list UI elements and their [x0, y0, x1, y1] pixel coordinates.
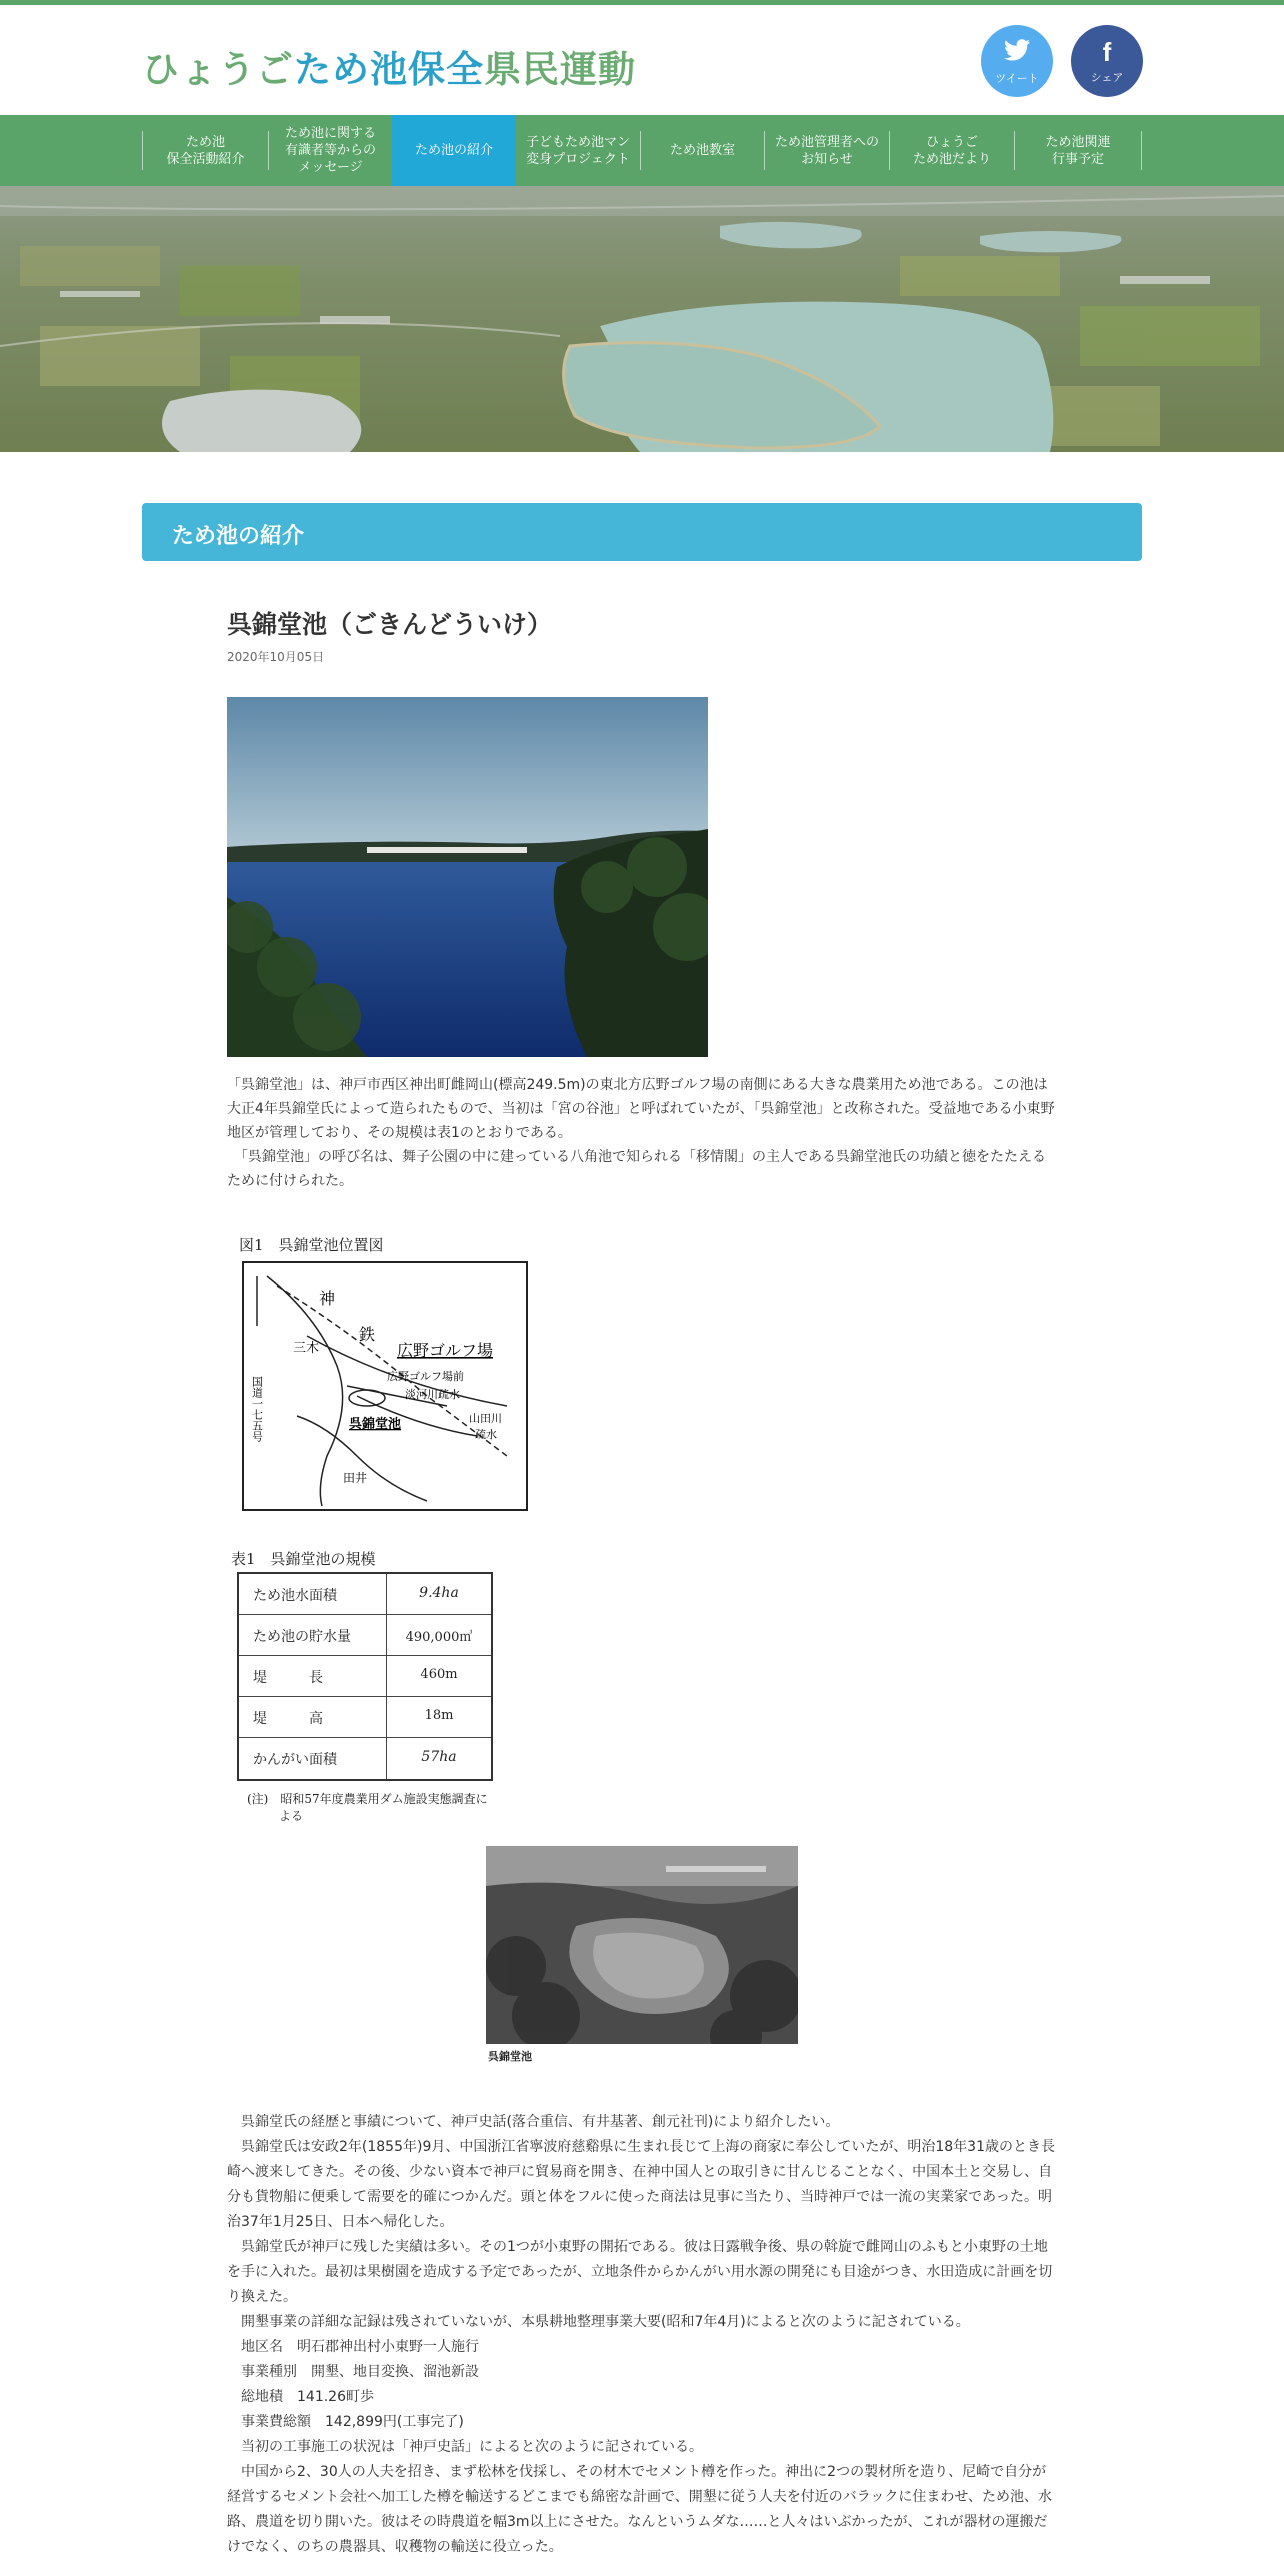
table-row [239, 1574, 491, 1615]
map-label-pond: 呉錦堂池 [349, 1417, 402, 1432]
post-date: 2020年10月05日 [227, 650, 325, 664]
map-label-miki: 三木 [293, 1341, 320, 1356]
share-label: シェア [1090, 71, 1124, 84]
body-paragraph: 総地積 141.26町歩 [227, 2389, 374, 2405]
table1-caption: 表1 呉錦堂池の規模 [231, 1550, 376, 1568]
facebook-f-icon: f [1102, 37, 1112, 67]
table1-grid [237, 1572, 493, 1781]
tweet-label: ツイート [995, 72, 1039, 85]
twitter-bird-icon [981, 39, 1053, 66]
table-cell-value: 18m [424, 1708, 454, 1723]
intro-text-1: 「呉錦堂池」は、神戸市西区神出町雌岡山(標高249.5m)の東北方広野ゴルフ場の南側にある大きな農業用ため池である。この池は大正4年呉錦堂氏によって造られたもので、当初は「宮の谷池」と呼ばれていたが、「呉錦堂池」と改称された。受益地である小東野地区が管理しており、その規模は表1のとおりである。 [227, 1077, 1055, 1141]
body-paragraph: 呉錦堂氏は安政2年(1855年)9月、中国浙江省寧波府慈谿県に生まれ長じて上海の商家に奉公していたが、明治18年31歳のとき長崎へ渡来してきた。その後、少ない資本で神戸に貿易商を開き、在神中国人との取引きに甘んじることなく、中国本土と交易し、自分も貨物船に便乗して需要を的確につかんだ。頭と体をフルに使った商法は見事に当たり、当時神戸では一流の実業家であった。明治37年1月25日、日本へ帰化した。 [227, 2139, 1055, 2230]
logo-text-2: ため池保全 [294, 48, 484, 91]
map-label-yamada: 山田川 [469, 1412, 502, 1425]
body-paragraph: 中国から2、30人の人夫を招き、まず松林を伐採し、その材木でセメント樽を作った。神出に2つの製材所を造り、尼崎で自分が経営するセメント会社へ加工した樽を輸送するどこまでも綿密な計画で、開墾に従う人夫を付近のバラックに住まわせ、ため池、水路、農道を切り開いた。彼はその時農道を幅3m以上にさせた。なんというムダな……と人々はいぶかったが、これが器材の運搬だけでなく、のちの農器具、収穫物の輸送に役立った。 [227, 2464, 1053, 2555]
site-header [0, 5, 1284, 115]
pond-scale-table [227, 1540, 512, 1830]
intro-text-2: 「呉錦堂池」の呼び名は、舞子公園の中に建っている八角池で知られる「移情閣」の主人である呉錦堂池氏の功績と徳をたたえるために付けられた。 [227, 1149, 1046, 1189]
section-heading-text: ため池の紹介 [172, 524, 305, 549]
nav-item-kanrisha-oshirase[interactable]: ため池管理者への お知らせ [774, 134, 879, 167]
map-label-sosui: 疏水 [475, 1428, 497, 1441]
map-label-route: 国道一七五号 [250, 1376, 264, 1442]
table-cell-key: ため池水面積 [239, 1574, 387, 1614]
figure1-caption: 図1 呉錦堂池位置図 [239, 1236, 384, 1254]
nav-item-tameike-shokai[interactable]: ため池の紹介 [392, 115, 516, 186]
body-paragraph: 事業種別 開墾、地目変換、溜池新設 [227, 2364, 479, 2380]
location-map-figure [227, 1228, 547, 1523]
table-row [239, 1615, 491, 1656]
pond-photo [227, 697, 708, 1057]
photo2-caption: 呉錦堂池 [488, 2050, 532, 2063]
nav-item-tameike-dayori[interactable]: ひょうご ため池だより [912, 134, 991, 167]
table-cell-value: 9.4ha [419, 1585, 459, 1601]
map-label-kami: 神 [319, 1289, 336, 1308]
map-label-tetsu: 鉄 [359, 1325, 376, 1344]
body-paragraph: 地区名 明石郡神出村小東野一人施行 [227, 2339, 479, 2355]
post-title: 呉錦堂池（ごきんどういけ） [227, 610, 553, 639]
intro-paragraph [227, 1073, 1057, 1193]
nav-item-gyoji-yotei[interactable]: ため池関連 行事予定 [1045, 134, 1111, 167]
map-label-tai: 田井 [343, 1471, 368, 1485]
table-cell-value: 490,000㎥ [405, 1630, 473, 1645]
table-row [239, 1738, 491, 1779]
table1-note-2: よる [279, 1809, 304, 1823]
table-cell-value: 460m [420, 1667, 458, 1682]
tweet-button[interactable] [981, 25, 1053, 97]
nav-item-message[interactable]: ため池に関する 有識者等からの メッセージ [284, 126, 376, 175]
body-paragraph: 呉錦堂氏が神戸に残した実績は多い。その1つが小東野の開拓である。彼は日露戦争後、県の斡旋で雌岡山のふもと小東野の土地を手に入れた。最初は果樹園を造成する予定であったが、立地条件からかんがい用水源の開発にも目途がつき、水田造成に計画を切り換えた。 [227, 2239, 1053, 2305]
body-paragraph: 事業費総額 142,899円(工事完了) [227, 2414, 464, 2430]
logo-text-3: 県民運動 [484, 48, 636, 91]
table-row [239, 1697, 491, 1738]
map-label-golf-mae: 広野ゴルフ場前 [387, 1370, 464, 1383]
nav-item-hozen-katsudo[interactable]: ため池 保全活動紹介 [166, 134, 245, 167]
table-cell-key: ため池の貯水量 [239, 1615, 387, 1655]
nav-item-tameike-kyoshitsu[interactable]: ため池教室 [669, 143, 735, 158]
share-button[interactable] [1071, 25, 1143, 97]
table-cell-key: 堤 長 [239, 1656, 387, 1696]
nav-separator [1141, 131, 1142, 170]
section-heading-bar [142, 503, 1142, 561]
table1-note-1: (注) 昭和57年度農業用ダム施設実態調査に [247, 1792, 488, 1806]
logo-text-1: ひょうご [142, 48, 294, 91]
table-cell-value: 57ha [421, 1749, 457, 1765]
body-paragraph: 呉錦堂氏の経歴と事績について、神戸史話(落合重信、有井基著、創元社刊)により紹介したい。 [227, 2114, 840, 2130]
table-row [239, 1656, 491, 1697]
global-nav [0, 115, 1284, 186]
body-paragraph: 当初の工事施工の状況は「神戸史話」によると次のように記されている。 [227, 2439, 703, 2455]
table-cell-key: 堤 高 [239, 1697, 387, 1737]
hero-aerial-photo [0, 186, 1284, 452]
nav-item-kodomo-project[interactable]: 子どもため池マン 変身プロジェクト [525, 134, 630, 167]
map-label-river: 淡河川疏水 [405, 1388, 460, 1401]
body-paragraph: 開墾事業の詳細な記録は残されていないが、本県耕地整理事業大要(昭和7年4月)によると次のように記されている。 [227, 2314, 970, 2330]
site-logo[interactable] [142, 39, 636, 93]
table-cell-key: かんがい面積 [239, 1738, 387, 1779]
map-label-golf: 広野ゴルフ場 [397, 1341, 494, 1360]
body-text [227, 2110, 1057, 2560]
pond-aerial-bw-photo [482, 1840, 804, 2065]
